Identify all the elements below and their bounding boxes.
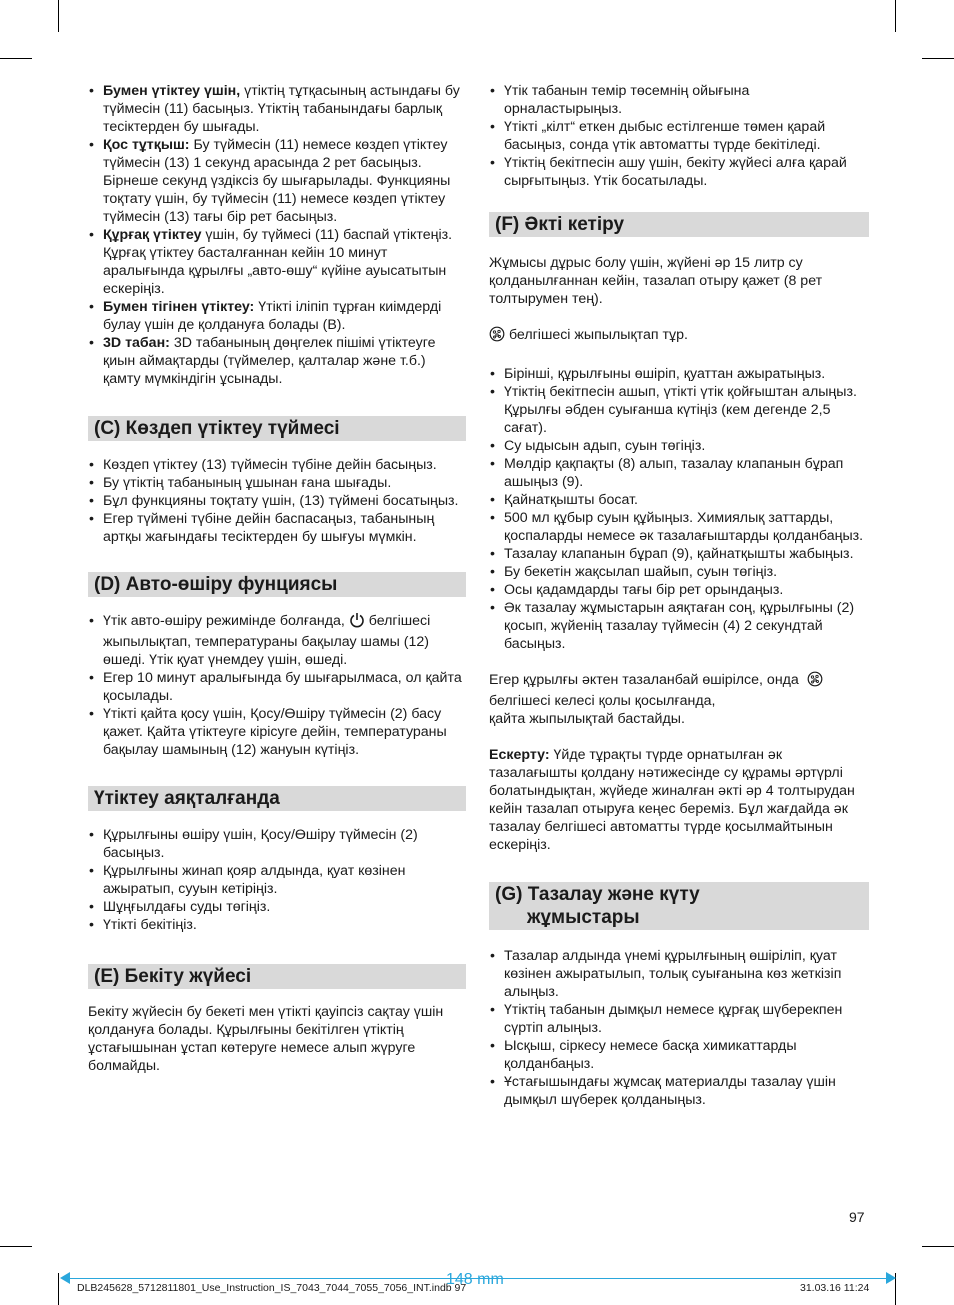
list-item: • Мөлдір қақпақты (8) алып, тазалау клапанын бұрап ашыңыз (9). — [489, 455, 869, 491]
footer-date: 31.03.16 11:24 — [800, 1282, 870, 1294]
list-item: • Үтікті қайта қосу үшін, Қосу/Өшіру түймесін (2) басу қажет. Қайта үтіктеуге кірісуге дейін, температураны бақылау шамының (12) жануын күтіңіз. — [88, 705, 466, 759]
section-g-heading: (G) Тазалау және күту жұмыстары — [489, 882, 869, 930]
list-item: • Ысқыш, сіркесу немесе басқа химикаттарды қолданбаңыз. — [489, 1037, 869, 1073]
section-f-paragraph: Жұмысы дұрыс болу үшін, жүйені әр 15 литр су қолданылғаннан кейін, тазалап отыру қажет (8 рет толтырумен тең). — [489, 255, 823, 307]
list-item: • Бірінші, құрылғыны өшіріп, қуаттан ажыратыңыз. — [489, 365, 869, 383]
intro-list — [88, 82, 466, 388]
list-item: • Құрғақ үтіктеу үшін, бу түймесі (11) баспай үтіктеңіз. Құрғақ үтіктеу басталғаннан кейін 10 минут аралығында құрылғы „авто-өшу“ күйіне ауысатытын ескеріңіз. — [88, 226, 466, 298]
crop-mark — [895, 0, 896, 32]
list-item: • Құрылғыны жинап қояр алдында, қуат көзінен ажыратып, сууын кетіріңіз. — [88, 862, 466, 898]
section-end-heading: Үтіктеу аяқталғанда — [88, 786, 466, 811]
footer-file: DLB245628_5712811801_Use_Instruction_IS_7043_7044_7055_7056_INT.indb 97 — [77, 1282, 467, 1294]
page-number: 97 — [849, 1209, 865, 1225]
crop-mark — [0, 58, 32, 59]
power-icon — [349, 612, 365, 633]
list-item: • Шұңғылдағы суды төгіңіз. — [88, 898, 466, 916]
section-f-icon-line: белгішесі жыпылықтап тұр. — [489, 326, 869, 347]
section-f-list — [489, 365, 869, 653]
list-item: • Егер 10 минут аралығында бу шығарылмаса, ол қайта қосылады. — [88, 669, 466, 705]
section-f-note: Ескерту: Үйде тұрақты түрде орнатылған әк тазалағышты қолдану нәтижесінде су құрамы әртүрлі болатындықтан, жүйеде жиналған әкті әр 4 толтырудан кейін тазалап отыруға кеңес береміз. Бұл жағдайда әк тазалау белгішесі автоматты түрде қосылмайтынын ескеріңіз. — [489, 747, 855, 853]
crop-mark — [0, 1246, 32, 1247]
list-item: • Бумен үтіктеу үшін, үтіктің тұтқасының астындағы бу түймесін (11) басыңыз. Үтіктің табанындағы барлық тесіктерден бу шығады. — [88, 82, 466, 136]
list-item: • Бұл функцияны тоқтату үшін, (13) түймені босатыңыз. — [88, 492, 466, 510]
list-item: • Үтік табанын темір төсемнің ойығына орналастырыңыз. — [489, 82, 869, 118]
list-item: • Ұстағышындағы жұмсақ материалды тазалау үшін дымқыл шүберек қолданыңыз. — [489, 1073, 869, 1109]
list-item: • Осы қадамдарды тағы бір рет орындаңыз. — [489, 581, 869, 599]
section-g-list — [489, 947, 869, 1109]
crop-mark — [922, 1246, 954, 1247]
list-item: • Үтіктің бекітпесін ашу үшін, бекіту жүйесі алға қарай сырғытыңыз. Үтік босатылады. — [489, 154, 869, 190]
list-item: • Үтікті бекітіңіз. — [88, 916, 466, 934]
list-item: • Су ыдысын адып, суын төгіңіз. — [489, 437, 869, 455]
section-end-list — [88, 826, 466, 934]
list-item: • Құрылғыны өшіру үшін, Қосу/Өшіру түймесін (2) басыңыз. — [88, 826, 466, 862]
list-item: • 3D табан: 3D табанының дөңгелек пішімі үтіктеуге қиын аймақтарды (түймелер, қалталар және т.б.) қамту мүмкіндігін ұсынады. — [88, 334, 466, 388]
crop-mark — [58, 0, 59, 32]
measure-label: 148 mm — [446, 1271, 504, 1288]
crop-mark — [58, 1273, 59, 1305]
descale-icon — [807, 671, 823, 692]
section-d-list — [88, 612, 466, 759]
section-c-heading: (C) Көздеп үтіктеу түймесі — [88, 416, 466, 441]
list-item: • Бумен тігінен үтіктеу: Үтікті іліпіп тұрған киімдерді булау үшін де қолдануға болады (B). — [88, 298, 466, 334]
crop-mark — [922, 58, 954, 59]
list-item: • 500 мл құбыр суын құйыңыз. Химиялық заттарды, қоспаларды немесе әк тазалағыштарды қолданбаңыз. — [489, 509, 869, 545]
list-item: • Тазалар алдында үнемі құрылғының өшіріліп, қуат көзінен ажыратылып, толық суығанына көз жеткізіп алыңыз. — [489, 947, 869, 1001]
section-f-heading: (F) Әкті кетіру — [489, 212, 869, 237]
list-item: • Үтікті „кілт“ еткен дыбыс естілгенше төмен қарай басыңыз, сонда үтік автоматты түрде бекітіледі. — [489, 118, 869, 154]
list-item: • Көздеп үтіктеу (13) түймесін түбіне дейін басыңыз. — [88, 456, 466, 474]
arrow-right-icon — [886, 1272, 896, 1284]
section-d-heading: (D) Авто-өшіру фунциясы — [88, 572, 466, 597]
list-item: • Үтік авто-өшіру режимінде болғанда, белгішесі жыпылықтап, температураны бақылау шамы (12) өшеді. Үтік қуат үнемдеу үшін, өшеді. — [88, 612, 466, 669]
list-item: • Бу бекетін жақсылап шайып, суын төгіңіз. — [489, 563, 869, 581]
list-item: • Қос тұтқыш: Бу түймесін (11) немесе көздеп үтіктеу түймесін (13) 1 секунд арасында 2 рет басыңыз. Бірнеше секунд үздіксіз бу шығарылады. Функцияны тоқтату үшін, бу түймесін (11) немесе көздеп үтіктеу түймесін (13) тағы бір рет басыңыз. — [88, 136, 466, 226]
list-item: • Тазалау клапанын бұрап (9), қайнатқышты жабыңыз. — [489, 545, 869, 563]
list-item: • Қайнатқышты босат. — [489, 491, 869, 509]
list-item: • Егер түймені түбіне дейін баспасаңыз, табанының артқы жағындағы тесіктерден бу шығуы мүмкін. — [88, 510, 466, 546]
list-item: • Үтіктің табанын дымқыл немесе құрғақ шүберекпен сүртіп алыңыз. — [489, 1001, 869, 1037]
descale-icon — [489, 326, 505, 347]
left-column — [88, 82, 466, 1075]
section-e-heading: (E) Бекіту жүйесі — [88, 964, 466, 989]
right-column — [489, 82, 869, 1109]
section-c-list — [88, 456, 466, 546]
top-list — [489, 82, 869, 190]
list-item: • Әк тазалау жұмыстарын аяқтаған соң, құрылғыны (2) қосып, жүйенің тазалау түймесін (4) 2 секундтай басыңыз. — [489, 599, 869, 653]
list-item: • Үтіктің бекітпесін ашып, үтікті үтік қойғыштан алыңыз. Құрылғы әбден суығанша күтіңіз (кем дегенде 2,5 сағат). — [489, 383, 869, 437]
list-item: • Бу үтіктің табанының ұшынан ғана шығады. — [88, 474, 466, 492]
section-e-paragraph: Бекіту жүйесін бу бекеті мен үтікті қауіпсіз сақтау үшін қолдануға болады. Құрылғыны бекітілген үтіктің ұстағышынан ұстап көтеруге немесе алып жүруге болмайды. — [88, 1004, 444, 1074]
section-f-paragraph-2: Егер құрылғы әктен тазаланбай өшірілсе, онда белгішесі келесі қолы қосылғанда, қайта жыпылықтай бастайды. — [489, 671, 869, 728]
